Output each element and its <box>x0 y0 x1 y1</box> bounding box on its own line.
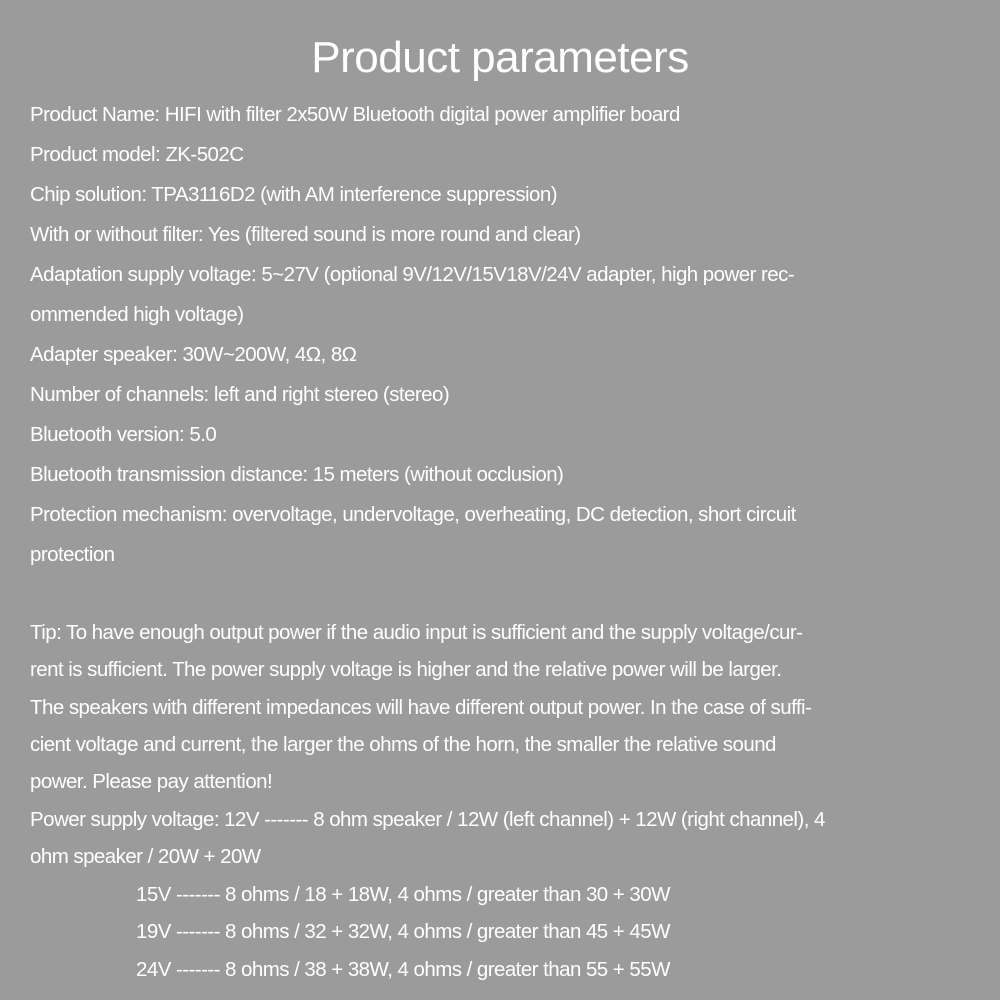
param-protection-cont: protection <box>30 543 115 566</box>
param-chip-solution: Chip solution: TPA3116D2 (with AM interference suppression) <box>30 183 558 206</box>
param-filter: With or without filter: Yes (filtered sound is more round and clear) <box>30 223 581 246</box>
param-product-name: Product Name: HIFI with filter 2x50W Bluetooth digital power amplifier board <box>30 103 680 126</box>
param-supply-voltage: Adaptation supply voltage: 5~27V (optional 9V/12V/15V18V/24V adapter, high power rec- <box>30 263 795 286</box>
tip-line-3: The speakers with different impedances will have different output power. In the case of suffi- <box>30 696 812 719</box>
page-title: Product parameters <box>311 33 689 82</box>
tip-line-1: Tip: To have enough output power if the audio input is sufficient and the supply voltage/cur- <box>30 621 803 644</box>
power-19v: 19V ------- 8 ohms / 32 + 32W, 4 ohms / greater than 45 + 45W <box>136 920 670 943</box>
param-protection: Protection mechanism: overvoltage, undervoltage, overheating, DC detection, short circuit <box>30 503 796 526</box>
param-bluetooth-distance: Bluetooth transmission distance: 15 meters (without occlusion) <box>30 463 564 486</box>
power-12v-cont: ohm speaker / 20W + 20W <box>30 845 261 868</box>
tip-line-4: cient voltage and current, the larger the ohms of the horn, the smaller the relative sound <box>30 733 776 756</box>
power-15v: 15V ------- 8 ohms / 18 + 18W, 4 ohms / greater than 30 + 30W <box>136 883 670 906</box>
param-channels: Number of channels: left and right stereo (stereo) <box>30 383 450 406</box>
tip-line-5: power. Please pay attention! <box>30 770 273 793</box>
param-supply-voltage-cont: ommended high voltage) <box>30 303 244 326</box>
param-product-model: Product model: ZK-502C <box>30 143 244 166</box>
param-bluetooth-version: Bluetooth version: 5.0 <box>30 423 217 446</box>
param-adapter-speaker: Adapter speaker: 30W~200W, 4Ω, 8Ω <box>30 343 357 366</box>
power-24v: 24V ------- 8 ohms / 38 + 38W, 4 ohms / greater than 55 + 55W <box>136 958 670 981</box>
power-12v: Power supply voltage: 12V ------- 8 ohm speaker / 12W (left channel) + 12W (right channel), 4 <box>30 808 825 831</box>
tip-line-2: rent is sufficient. The power supply voltage is higher and the relative power will be larger. <box>30 658 782 681</box>
